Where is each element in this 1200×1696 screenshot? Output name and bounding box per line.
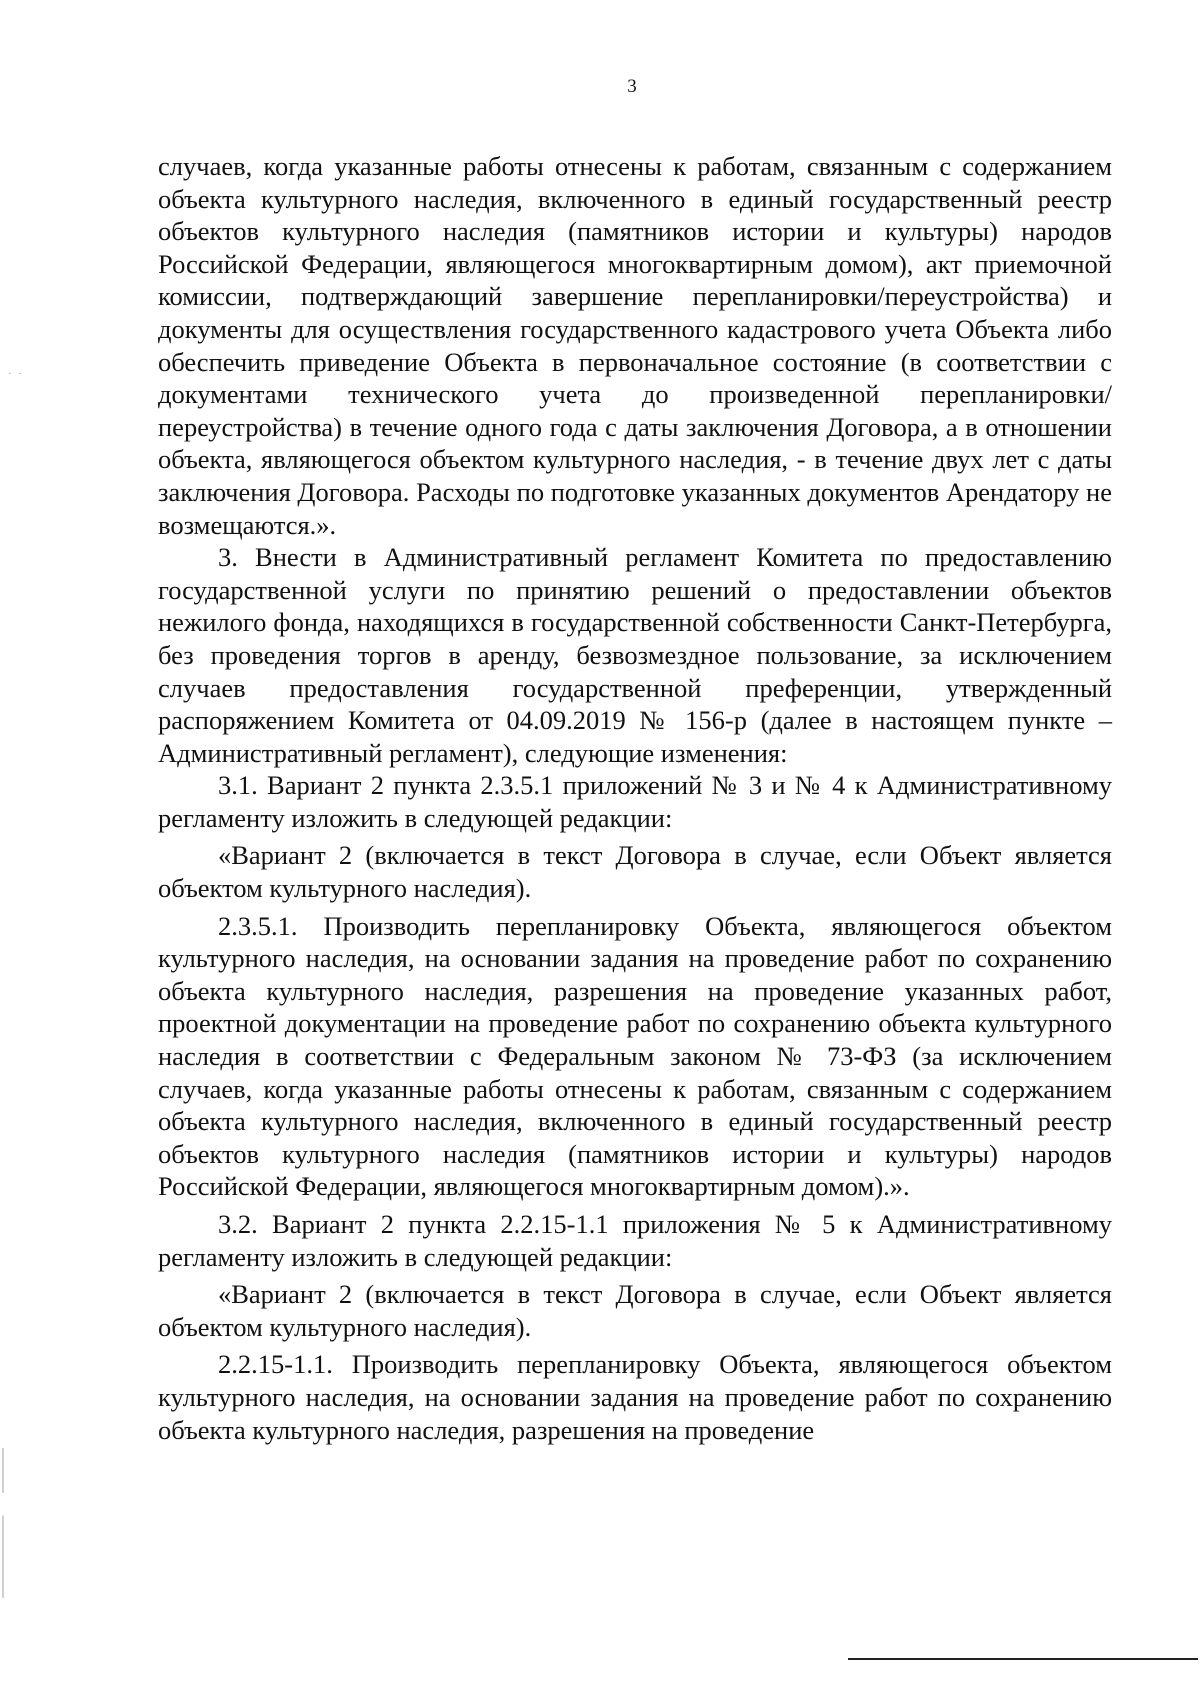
paragraph-item-3-2: 3.2. Вариант 2 пункта 2.2.15-1.1 приложения № 5 к Административному регламенту изложить в следующей редакции: (158, 1209, 1112, 1272)
paragraph-clause-2-2-15-1-1: 2.2.15-1.1. Производить перепланировку Объекта, являющегося объектом культурного наследия, на основании задания на проведение работ по сохранению объекта культурного наследия, разрешения на проведение (158, 1349, 1112, 1445)
scan-artifact-dots: · · (8, 368, 25, 380)
page-number: 3 (627, 76, 637, 97)
paragraph-variant-2-a: «Вариант 2 (включается в текст Договора в случае, если Объект является объектом культурного наследия). (158, 840, 1112, 904)
scan-artifact-edge (2, 1448, 4, 1598)
paragraph-continuation: случаев, когда указанные работы отнесены к работам, связанным с содержанием объекта культурного наследия, включенного в единый государственный реестр объектов культурного наследия (памятников истории и культуры) народов Российской Федерации, являющегося многоквартирным домом), акт приемочной комиссии, подтверждающий завершение перепланировки/переустройства) и документы для осуществления государственного кадастрового учета Объекта либо обеспечить приведение Объекта в первоначальное состояние (в соответствии с документами технического учета до произведенной перепланировки/переустройства) в течение одного года с даты заключения Договора, а в отношении объекта, являющегося объектом культурного наследия, - в течение двух лет с даты заключения Договора. Расходы по подготовке указанных документов Арендатору не возмещаются.». (158, 151, 1112, 540)
paragraph-item-3: 3. Внести в Административный регламент Комитета по предоставлению государственной услуги по принятию решений о предоставлении объектов нежилого фонда, находящихся в государственной собственности Санкт-Петербурга, без проведения торгов в аренду, безвозмездное пользование, за исключением случаев предоставления государственной преференции, утвержденный распоряжением Комитета от 04.09.2019 № 156-р (далее в настоящем пункте – Административный регламент), следующие изменения: (158, 542, 1112, 768)
footer-rule (848, 1658, 1198, 1660)
paragraph-variant-2-b: «Вариант 2 (включается в текст Договора в случае, если Объект является объектом культурного наследия). (158, 1279, 1112, 1342)
document-body (158, 150, 1112, 1446)
paragraph-item-3-1: 3.1. Вариант 2 пункта 2.3.5.1 приложений № 3 и № 4 к Административному регламенту изложить в следующей редакции: (158, 770, 1112, 833)
paragraph-clause-2-3-5-1: 2.3.5.1. Производить перепланировку Объекта, являющегося объектом культурного наследия, на основании задания на проведение работ по сохранению объекта культурного наследия, разрешения на проведение указанных работ, проектной документации на проведение работ по сохранению объекта культурного наследия в соответствии с Федеральным законом № 73-ФЗ (за исключением случаев, когда указанные работы отнесены к работам, связанным с содержанием объекта культурного наследия, включенного в единый государственный реестр объектов культурного наследия (памятников истории и культуры) народов Российской Федерации, являющегося многоквартирным домом).». (158, 910, 1112, 1202)
